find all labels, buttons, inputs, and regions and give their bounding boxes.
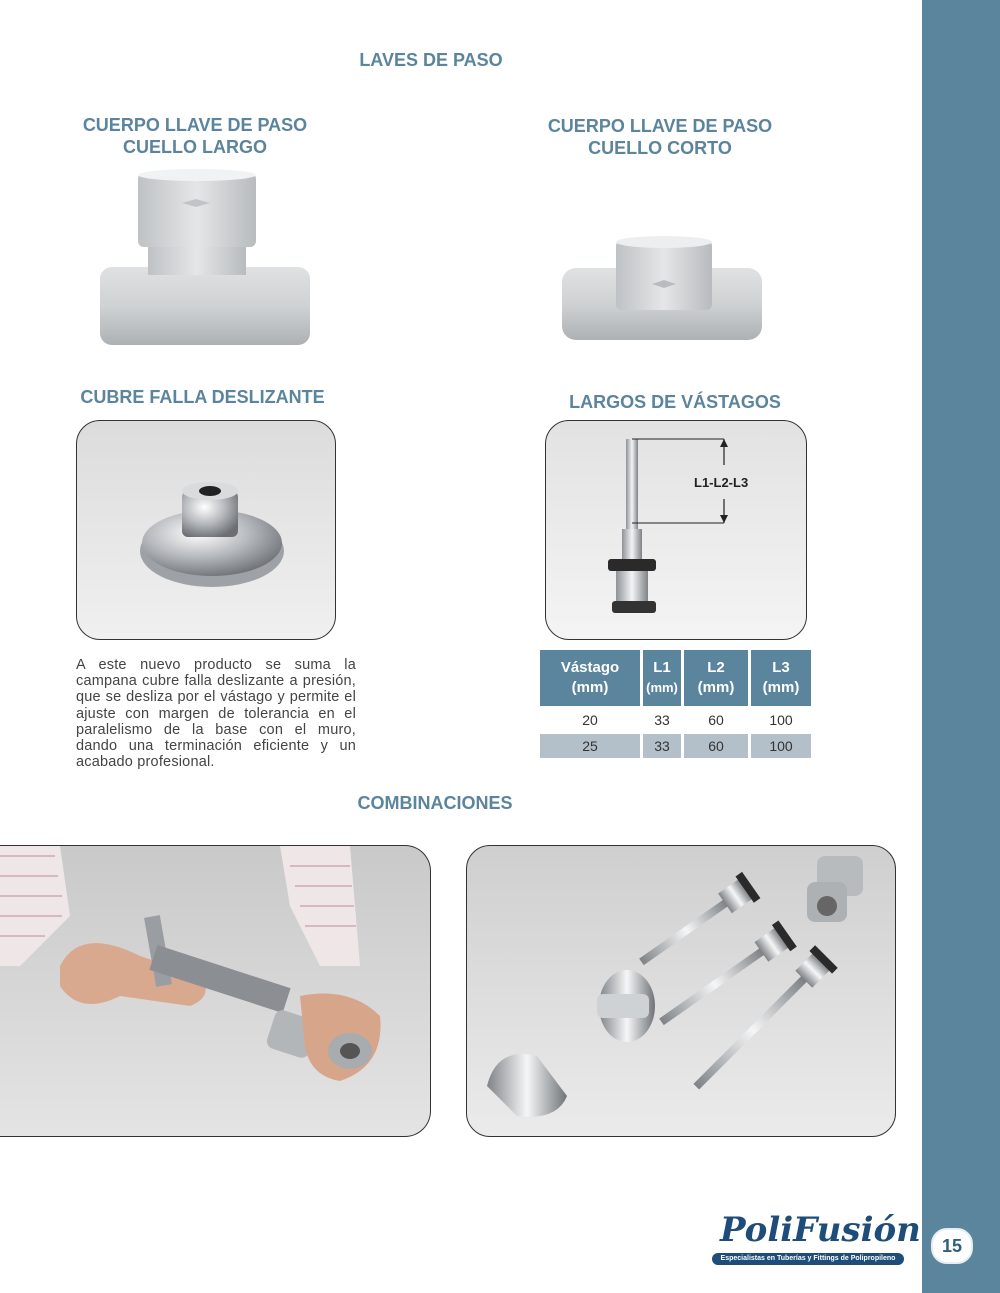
product-title-cuello-largo [60, 114, 330, 158]
combination-photo-assembly [0, 845, 431, 1137]
logo-wordmark: PoliFusión [720, 1210, 921, 1250]
page-number: 15 [931, 1228, 973, 1264]
table-row [540, 708, 811, 732]
vastago-photo [545, 420, 807, 640]
combination-photo-parts [466, 845, 896, 1137]
table-cell: 33 [654, 712, 670, 728]
cubre-falla-heading: CUBRE FALLA DESLIZANTE [80, 387, 325, 407]
polifusion-logo [712, 1210, 921, 1266]
product-title-line2: CUELLO CORTO [588, 138, 732, 158]
table-cell: 60 [684, 734, 748, 758]
table-cell: 33 [643, 734, 681, 758]
table-cell: 60 [708, 712, 724, 728]
vastagos-heading: LARGOS DE VÁSTAGOS [569, 392, 781, 412]
cubre-falla-photo [76, 420, 336, 640]
table-cell: 100 [769, 712, 793, 728]
logo-tagline: Especialistas en Tuberías y Fittings de Polipropileno [712, 1253, 904, 1265]
table-cell: 25 [540, 734, 640, 758]
page-title: LAVES DE PASO [359, 50, 503, 70]
product-image-cuello-corto [556, 232, 766, 347]
product-title-line2: CUELLO LARGO [123, 137, 267, 157]
product-image-cuello-largo [90, 165, 320, 350]
table-row [540, 734, 811, 758]
dimension-label: L1-L2-L3 [694, 475, 749, 490]
col-header-vastago: Vástago (mm) [540, 650, 640, 706]
product-title-cuello-corto [525, 115, 795, 159]
combinaciones-heading: COMBINACIONES [357, 793, 513, 813]
page-sidebar [922, 0, 1000, 1293]
table-header-row [540, 650, 811, 706]
table-cell: 20 [582, 712, 598, 728]
cubre-falla-description: A este nuevo producto se suma la campana cubre falla deslizante a presión, que se desliza por el vástago y permite el ajuste con margen de tolerancia en el paralelismo de la base con el muro, dando una terminación eficiente y un acabado profesional. [76, 657, 356, 771]
product-title-line1: CUERPO LLAVE DE PASO [82, 115, 308, 135]
col-header-l3: L3 (mm) [751, 650, 811, 706]
vastago-dimensions-table [537, 648, 814, 760]
col-header-l1: L1 (mm) [643, 650, 681, 706]
table-cell: 100 [751, 734, 811, 758]
product-title-line1: CUERPO LLAVE DE PASO [547, 116, 773, 136]
col-header-l2: L2 (mm) [684, 650, 748, 706]
